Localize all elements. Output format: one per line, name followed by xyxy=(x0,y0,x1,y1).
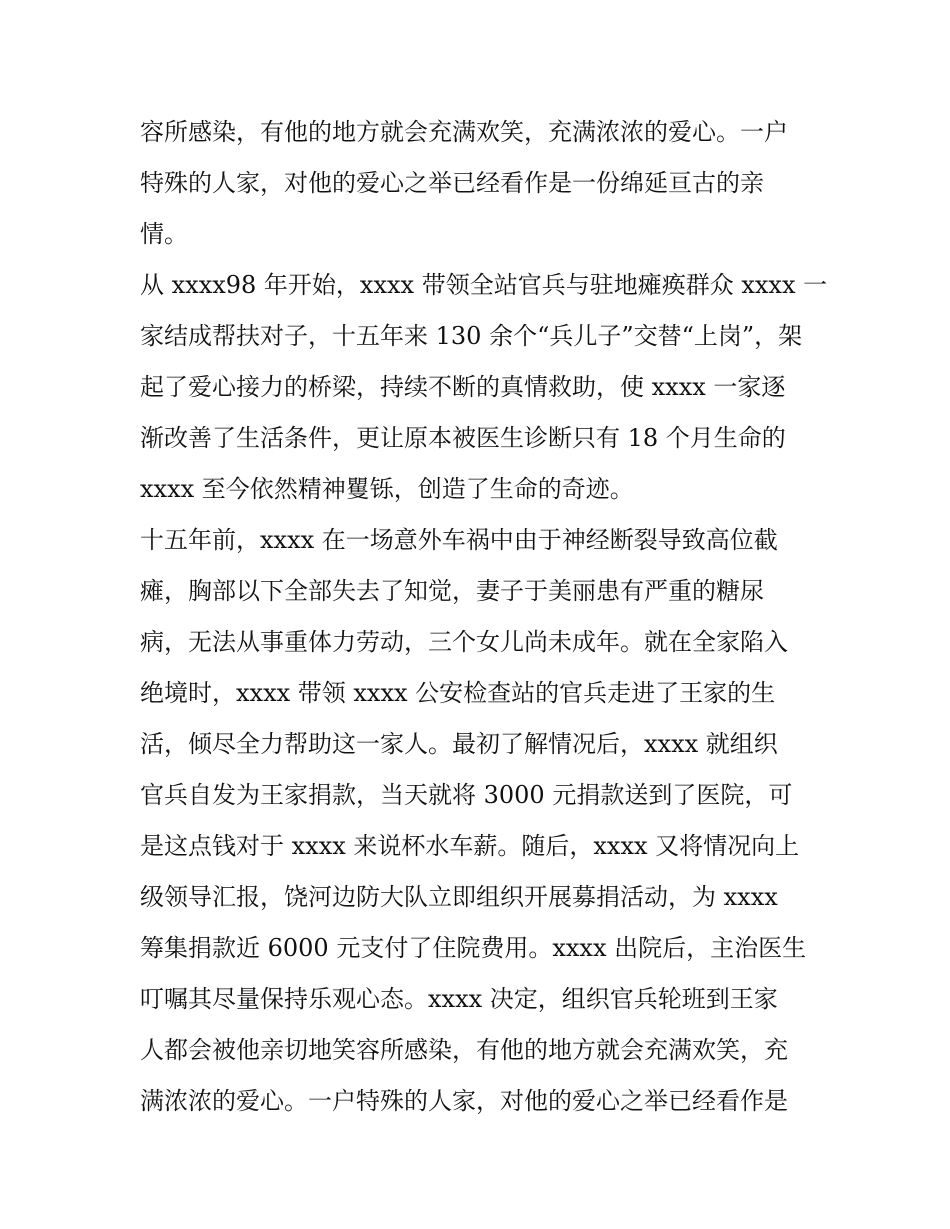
text-line: 筹集捐款近 6000 元支付了住院费用。xxxx 出院后，主治医生 xyxy=(140,934,807,962)
document-body xyxy=(140,107,830,1127)
text-line: 绝境时，xxxx 带领 xxxx 公安检查站的官兵走进了王家的生 xyxy=(140,679,776,707)
text-line: 容所感染，有他的地方就会充满欢笑，充满浓浓的爱心。一户 xyxy=(140,118,788,146)
text-line: 病，无法从事重体力劳动，三个女儿尚未成年。就在全家陷入 xyxy=(140,628,788,656)
text-line: 级领导汇报，饶河边防大队立即组织开展募捐活动，为 xxxx xyxy=(140,883,778,911)
text-line: 叮嘱其尽量保持乐观心态。xxxx 决定，组织官兵轮班到王家 xyxy=(140,985,778,1013)
text-line: 从 xxxx98 年开始，xxxx 带领全站官兵与驻地瘫痪群众 xxxx 一 xyxy=(140,271,828,299)
text-line: 特殊的人家，对他的爱心之举已经看作是一份绵延亘古的亲 xyxy=(140,169,764,197)
text-line: xxxx 至今依然精神矍铄，创造了生命的奇迹。 xyxy=(140,475,634,503)
text-line: 是这点钱对于 xxxx 来说杯水车薪。随后，xxxx 又将情况向上 xyxy=(140,832,800,860)
text-line: 官兵自发为王家捐款，当天就将 3000 元捐款送到了医院，可 xyxy=(140,781,793,809)
text-line: 家结成帮扶对子，十五年来 130 余个“兵儿子”交替“上岗”，架 xyxy=(140,322,803,350)
text-line: 情。 xyxy=(140,220,188,248)
text-line: 满浓浓的爱心。一户特殊的人家，对他的爱心之举已经看作是 xyxy=(140,1087,788,1115)
text-line: 瘫，胸部以下全部失去了知觉，妻子于美丽患有严重的糖尿 xyxy=(140,577,764,605)
text-line: 活，倾尽全力帮助这一家人。最初了解情况后，xxxx 就组织 xyxy=(140,730,778,758)
text-line: 起了爱心接力的桥梁，持续不断的真情救助，使 xxxx 一家逐 xyxy=(140,373,786,401)
text-line: 人都会被他亲切地笑容所感染，有他的地方就会充满欢笑，充 xyxy=(140,1036,788,1064)
text-line: 渐改善了生活条件，更让原本被医生诊断只有 18 个月生命的 xyxy=(140,424,786,452)
text-line: 十五年前，xxxx 在一场意外车祸中由于神经断裂导致高位截 xyxy=(140,526,778,554)
